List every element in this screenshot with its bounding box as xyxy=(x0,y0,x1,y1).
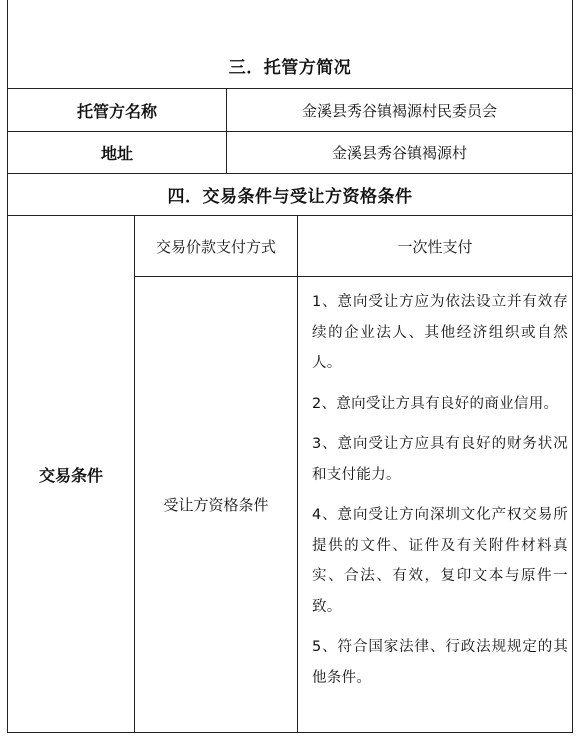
payment-method-label: 交易价款支付方式 xyxy=(135,216,298,276)
payment-method-value: 一次性支付 xyxy=(397,237,473,256)
qualification-item: 2、意向受让方具有良好的商业信用。 xyxy=(312,395,559,412)
address-label: 地址 xyxy=(8,132,227,173)
address-value: 金溪县秀谷镇褐源村 xyxy=(331,144,467,162)
qualification-item: 3、意向受让方应具有良好的财务状况和支付能力。 xyxy=(312,436,568,483)
qualification-label: 受让方资格条件 xyxy=(135,277,298,732)
manager-name-value: 金溪县秀谷镇褐源村民委员会 xyxy=(301,101,497,120)
manager-name-label: 托管方名称 xyxy=(8,89,227,131)
section4-title: 四．交易条件与受让方资格条件 xyxy=(167,187,413,207)
trade-conditions-label: 交易条件 xyxy=(8,216,135,732)
section4-title-row xyxy=(8,174,572,216)
qualification-item: 1、意向受让方应为依法设立并有效存续的企业法人、其他经济组织或自然人。 xyxy=(312,294,568,371)
section3-title: 三．托管方简况 xyxy=(228,57,352,78)
qualification-item: 5、符合国家法律、行政法规规定的其他条件。 xyxy=(312,639,568,686)
manager-name-row xyxy=(8,89,572,132)
qualification-item: 4、意向受让方向深圳文化产权交易所提供的文件、证件及有关附件材料真实、合法、有效，复印文本与原件一致。 xyxy=(312,507,568,615)
payment-method-row xyxy=(135,216,572,277)
address-row xyxy=(8,132,572,174)
section3-title-row xyxy=(8,0,572,89)
qualification-list xyxy=(305,277,572,732)
document-table xyxy=(7,0,573,733)
